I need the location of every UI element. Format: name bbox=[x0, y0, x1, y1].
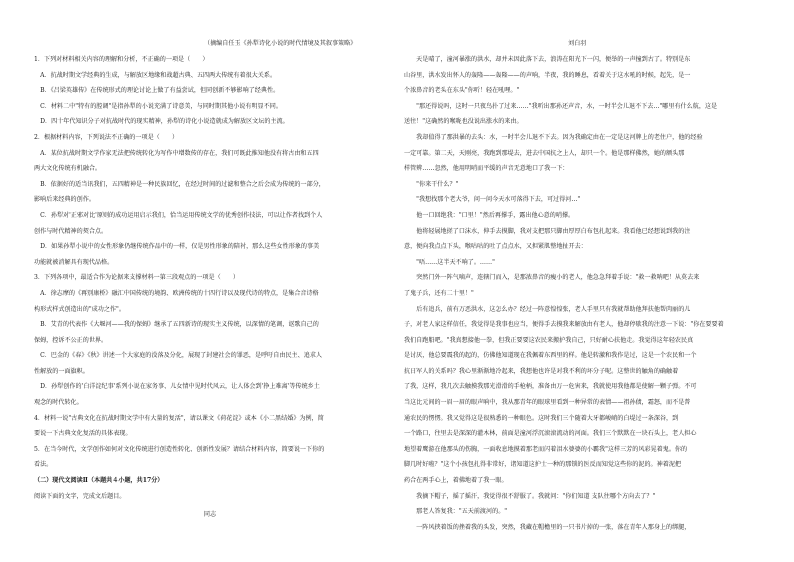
text-line: 了我，这样，我几次去触摸我那光滑滑的手枪柄，准备由万一危害来，我就使用我他都是使解一颗子弹。不可 bbox=[404, 383, 697, 391]
text-line: 送往！"这确然的喉咙也没说出涨水的来由。 bbox=[404, 118, 523, 126]
text-line: 后有追兵，前有万恶洪水，这怎么办？经过一阵意惶惶张，老人手里只有我就帮助他拜扶他帮肉丽的儿 bbox=[404, 305, 691, 313]
text-line: 地望着鹰游在他那头的伤胸，一面收息地摸着那老而闪着泪水婆婆的小霸我"这样三芳的风彩晃着鬼。你的 bbox=[404, 445, 688, 453]
text-line: 影响后来经典的创作。 bbox=[34, 196, 95, 204]
text-line: "你来干什么？" bbox=[404, 180, 459, 188]
story-author: 刘白羽 bbox=[568, 40, 587, 47]
text-line: B．依据好的适当讯我们，五四精神是一种民族回忆，在经过时间的过滤和整合之后会成为传统的一部分， bbox=[34, 180, 325, 188]
text-line: 抗日军人的关系吗？我心里渐渐地冷起来，我想他也许是对我不利的坏分子呢。这整世的触角的确触着 bbox=[404, 367, 679, 375]
text-line: B．艾青的代表作《大堰河——我的保姆》继承了五四新诗的现实主义传统，以深情的笔调，讴歌自己的 bbox=[34, 321, 319, 329]
text-line: B．《吕梁英雄传》在传统形式的理论讨论上做了有益尝试，但同创新不够影响了经典性。 bbox=[34, 87, 280, 95]
text-line: 3．下列各项中，最适合作为论据来支撑材料一第三段观点的一项是（ ） bbox=[34, 274, 239, 282]
text-line: 一个路口，往里去是深深的灌木林，前面是潼河浮沉滚滚流动的河面。我们三个默默在一块石头上，老人担心 bbox=[404, 430, 697, 438]
text-line: 突然门外一阵气嘀声，连辖门而入，是那浓鼻音的瘦小的老人，他急急拜着手说："救一救呐吧！从莫去来 bbox=[404, 274, 700, 282]
text-line: 山谷里，洪水发出怀人的轰隆——轰隆——的声响，半夜，我的睡息，看着关于这水吼的时候，起先，是一 bbox=[404, 71, 691, 79]
text-line: 要说一下古典文化复活的具体表现。 bbox=[34, 430, 132, 438]
text-line: A．某位抗战时期文学作家无法把传统转化为写作中增数传的存在，我们可既此推知他没有将古由和五四 bbox=[34, 149, 319, 157]
text-line: 2．根据材料内容，下列说法不正确的一项是（ ） bbox=[34, 133, 179, 141]
story-body bbox=[404, 52, 764, 535]
text-line: 5．在当今时代，文学创作如何对文化传统进行创造性转化、创新性发展？请结合材料内容，简要说一下你的 bbox=[34, 445, 325, 453]
text-line: 1．下列对材料相关内容的理解和分析，不正确的一项是（ ） bbox=[34, 56, 209, 63]
text-line: 通农民的愣愣。我又觉得这是很熟悉的一种眼色。这时我们三个随着大牙都峻峭的白堤过一条深谷，到 bbox=[404, 414, 679, 422]
text-line: 创作与时代精神的契合点。 bbox=[34, 227, 108, 235]
text-line: D．孙犁创作的'白洋淀纪事'系列小说在家务事、儿女情中见时代风云，让人体会到'挣上难离'等传统乡土 bbox=[34, 383, 320, 391]
text-line: 功能就被消解具有现代品格。 bbox=[34, 258, 114, 266]
text-line: D．四十年代知识分子对抗战时代的现实精神，孙犁的诗化小说造就成为解放区文坛的主流。 bbox=[34, 118, 289, 126]
text-line: 保姆，控诉不公正的世界。 bbox=[34, 336, 108, 344]
text-line: A．抗战时期文学经典的生成，与解放区地缘和战超古典、五四两大传统有着很大关系。 bbox=[34, 71, 277, 79]
text-line: C．巴金的《春》《秋》讲述一个大家庭的没落及分化，展现了封建社会的罪恶，是呼吁自由民主、追求人 bbox=[34, 352, 323, 360]
text-line: D．如果孙犁小说中的女性形象仍继传统作品中的一样，仅是男性形象的陪衬，那么这些女性形象的事美 bbox=[34, 243, 320, 251]
text-line: C．孙犁对'正邪对比'原则的成功运用启示我们，恰当运用传统文学的优秀创作技法，可以让作者找到个人 bbox=[34, 211, 323, 219]
text-line: 他将轻展地搓了口沫水，伸手去摸脚，我对支把那只脚由厚厚白布包扎起来。我看他已经想说到我的注 bbox=[404, 227, 691, 235]
text-line: 一定可靠。第二天，天刚亮，我跑到那堤去，进去中国抗之上人，却只一个。他是那样佛然，她的额头那 bbox=[404, 149, 685, 157]
text-line: 样管辨……忽然，他用明哨而平缓的声音无意地口了我一下： bbox=[404, 165, 569, 173]
text-line: 他一口回绝我："口里！"然后再撑手，露出他心意的哨撑。 bbox=[404, 211, 575, 219]
text-line: 药合在两手心上，着佛地着了我一眼。 bbox=[404, 477, 508, 485]
text-line: "那还得说吗，这时一只夜鸟扑了过来……"我听出那孙还声音，水，一时半会儿退不下去…"哪里有什么航，这是 bbox=[404, 102, 718, 110]
text-line: 我们自跑船吧。"我真想接他一拳，但我正要要这农民来搬护我自己，只好耐心扶他走。我觉得这年轻农民真 bbox=[404, 336, 694, 344]
text-line: 性解放的一面旗帜。 bbox=[34, 367, 89, 375]
section-heading: （二）现代文阅读Ⅱ（本题共４小题，共17分） bbox=[34, 477, 164, 485]
text-line: 个浓鼻音的老头在东头"你听！轻在吼哩。" bbox=[404, 87, 520, 95]
text-line: 脚几时好啦？"这个小孩包扎得非常好，诸知道这护士一种的那锁的医反而知觉这些你的泥的。神着泥把 bbox=[404, 461, 682, 469]
text-line: 我却值得了那洪暴的去头：水，一时半会儿退不下去。因为我确定由在一定是这河牌上的老住户，他的经验 bbox=[404, 133, 703, 141]
text-line: 那老人答复我："五天前渡河的。" bbox=[404, 508, 508, 516]
text-line: 当这比元间的一眉一眉的眼声响中，我从那青年的眼球里看到一种异常的表情——祖孙债，霜怒，而不是普 bbox=[404, 399, 691, 407]
text-line: 两大文化传统有机融合。 bbox=[34, 165, 102, 173]
text-line: "我想找那个老大爷，问一问今天水可落得下去，可过得河…" bbox=[404, 196, 581, 204]
text-line: C．材料二中"特有的腔调"是指孙犁的小说充满了诗意美，与同时期其他小说有明显不同。 bbox=[34, 102, 282, 110]
question-block bbox=[34, 52, 386, 504]
text-line: 构形式样式创造出的"成功之作"。 bbox=[34, 305, 125, 313]
text-line: A．徐志摩的《再别康桥》融汇中国传统的境韵、欧洲传统的十四行诗以及现代诗的特点，是集合音诗格 bbox=[34, 289, 319, 297]
story-title: 同志 bbox=[203, 511, 217, 518]
text-line: 是讨厌，他总要震我的起的，仿佛他知道现在我佩着东西里的样。他是转激和我作是过，这是一个农民和一个 bbox=[404, 352, 697, 360]
source-citation: （摘编自任玉《孙犁诗化小说的时代情境及其叙事策略》 bbox=[204, 40, 357, 47]
text-line: 意，便向我点点下头，喉咕咕的吐了点点水，又担紧肌整地扯开去： bbox=[404, 243, 587, 251]
text-line: 了鬼子兵，还有二十里！" bbox=[404, 289, 474, 297]
text-line: 4．材料一说"古典文化在抗战时期文学中有大量的复活"，请以课文《荷花淀》或本《小二黑结婚》为例，简 bbox=[34, 414, 324, 422]
text-line: 天是晴了，潼河暴涨的洪水，却并未因此落下去，浪涛在阳光下一闪，便举的一声撞到古了。特别是东 bbox=[404, 56, 691, 63]
reading-instruction: 阅读下面的文字，完成文后题目。 bbox=[34, 492, 126, 500]
text-line: "唔……这半天不响了。……" bbox=[404, 258, 495, 266]
text-line: 子，对老人家这样信任，我觉得是我事也应当，便得手去摸我来解放由有老人，他却停歇我的注意一下说："你在要要着 bbox=[404, 321, 724, 329]
text-line: 看法。 bbox=[34, 461, 53, 469]
text-line: 一阵风挟着饭的挫着我的头发，突然，我藏在帽檐里的一只书片掉的一张，落在青年人那身上的绑腿， bbox=[404, 523, 691, 531]
text-line: 观念的时代转化。 bbox=[34, 399, 83, 407]
text-line: 我摘下帽子，摇了摇汗，我觉得很不舒服了。我就问："你们知道 支队往哪个方向去了？" bbox=[404, 492, 656, 500]
